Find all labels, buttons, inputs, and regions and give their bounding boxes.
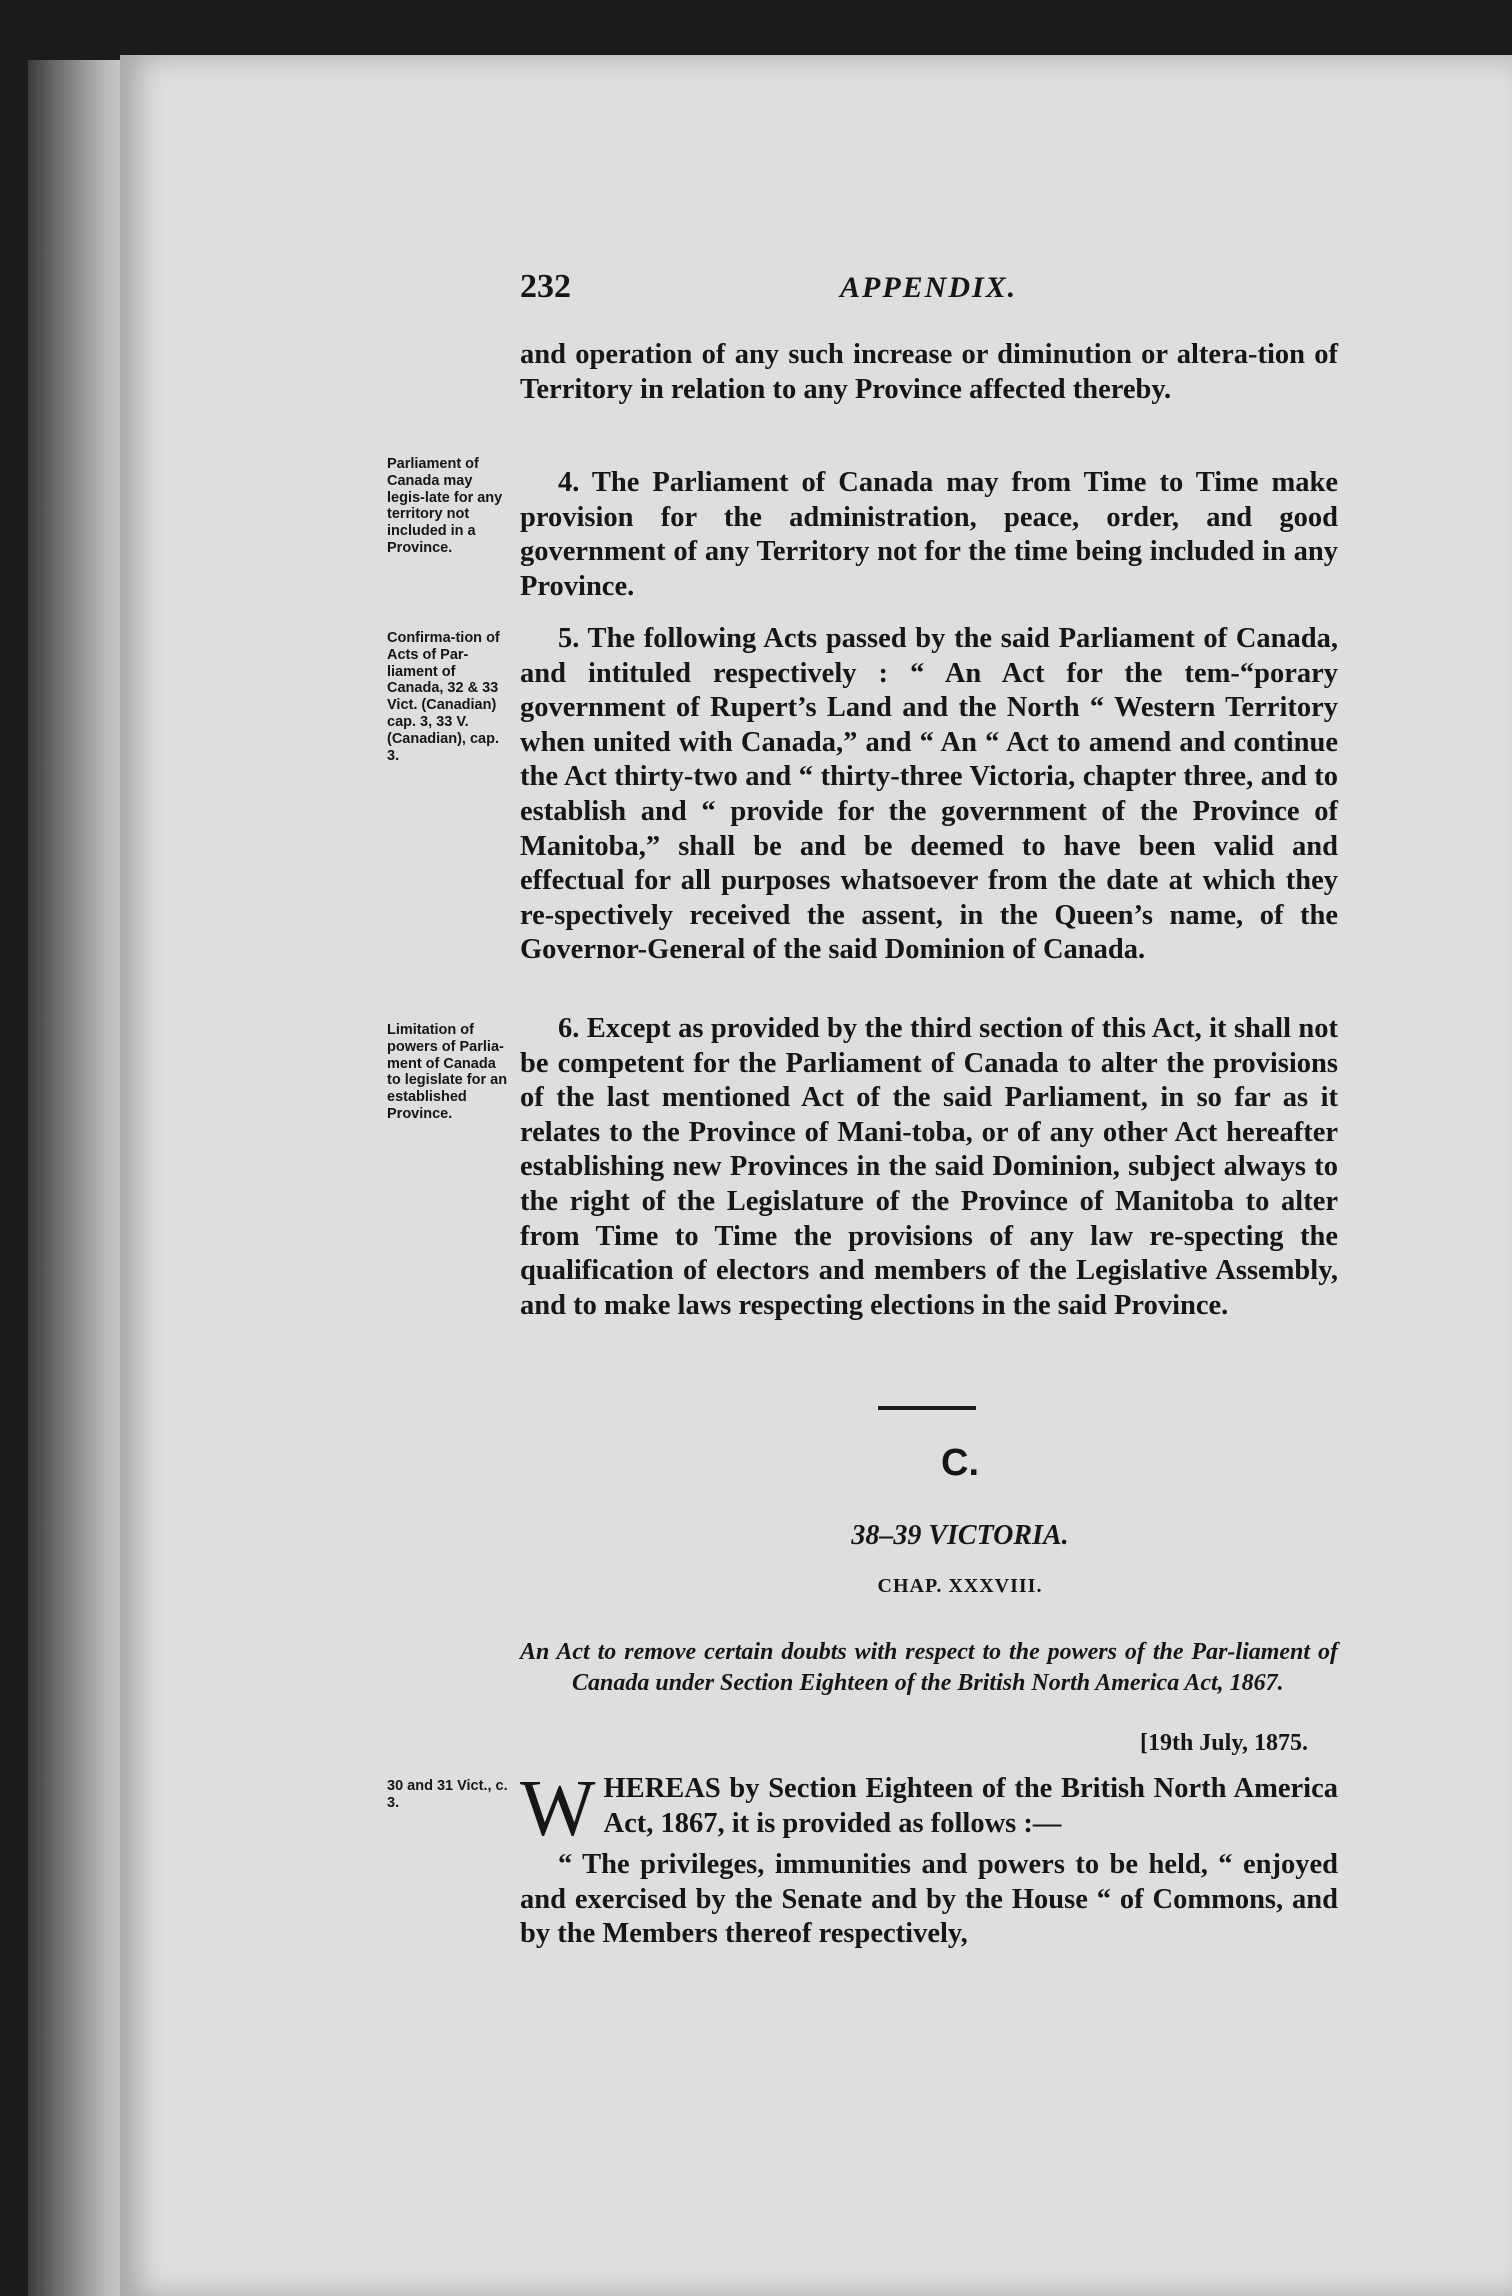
running-title: APPENDIX. [840, 271, 1018, 304]
paragraph-section-5 [520, 622, 1338, 968]
margin-note-sec6: Limitation of powers of Parlia-ment of Canada to legislate for an established Province. [387, 1022, 508, 1122]
whereas-text: HEREAS by Section Eighteen of the British North America Act, 1867, it is provided as follows :— [603, 1773, 1338, 1839]
margin-note-sec4: Parliament of Canada may legis-late for any territory not included in a Province. [387, 456, 503, 556]
section-divider-rule [878, 1406, 976, 1410]
section-4-text: 4. The Parliament of Canada may from Time to Time make provision for the administration, peace, order, and good government of any Territory not for the time being included in any Province. [520, 467, 1338, 602]
section-letter: C. [941, 1442, 979, 1484]
act-date: [19th July, 1875. [1139, 1730, 1308, 1756]
whereas-paragraph [520, 1765, 1338, 1853]
chapter-heading: CHAP. XXXVIII. [877, 1575, 1043, 1597]
section-5-text: 5. The following Acts passed by the said Parliament of Canada, and intituled respectively : “ An Act for the tem-“porary government of Rupert’s Land and the North “ Western Territory when united with Canada,” and “ An “ Act to amend and continue the Act thirty-two and “ thirty-three Victoria, chapter three, and to establish and “ provide for the government of the Province of Manitoba,” shall be and be deemed to have been valid and effectual for all purposes whatsoever from the date at which they re-spectively received the assent, in the Queen’s name, of the Governor-General of the said Dominion of Canada. [520, 623, 1338, 966]
margin-note-sec5: Confirma-tion of Acts of Par-liament of Canada, 32 & 33 Vict. (Canadian) cap. 3, 33 V. (Canadian), cap. 3. [387, 630, 500, 764]
paragraph-section-4 [520, 466, 1338, 604]
quoted-provision: “ The privileges, immunities and powers to be held, “ enjoyed and exercised by the Senate and by the House “ of Commons, and by the Members thereof respectively, [520, 1849, 1338, 1950]
continuation-text: and operation of any such increase or diminution or altera-tion of Territory in relation to any Province affected thereby. [520, 339, 1338, 405]
section-6-text: 6. Except as provided by the third section of this Act, it shall not be competent for the Parliament of Canada to alter the provisions of the last mentioned Act of the said Parliament, in so far as it relates to the Province of Mani-toba, or of any other Act hereafter establishing new Provinces in the said Dominion, subject always to the right of the Legislature of the Province of Manitoba to alter from Time to Time the provisions of any law re-specting the qualification of electors and members of the Legislative Assembly, and to make laws respecting elections in the said Province. [520, 1013, 1338, 1321]
act-long-title: An Act to remove certain doubts with respect to the powers of the Par-liament of Canada under Section Eighteen of the British North America Act, 1867. [520, 1639, 1338, 1696]
margin-note-whereas: 30 and 31 Vict., c. 3. [387, 1778, 508, 1811]
paragraph-section-6 [520, 1012, 1338, 1323]
page-number: 232 [520, 268, 571, 305]
running-head [520, 268, 1340, 318]
paragraph-continuation [520, 338, 1338, 407]
regnal-year-heading: 38–39 VICTORIA. [851, 1520, 1069, 1551]
drop-cap: W [520, 1765, 596, 1853]
